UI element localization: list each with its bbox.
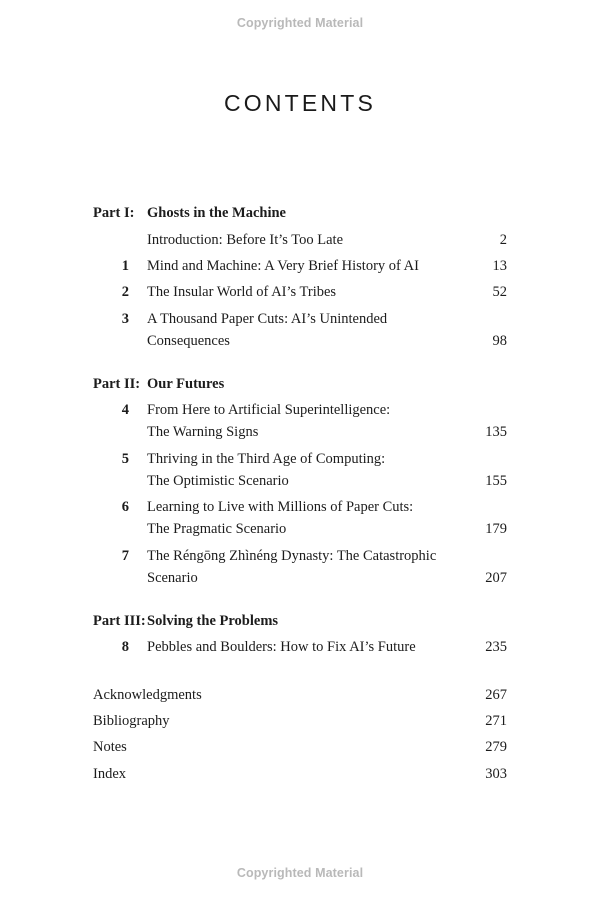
page-number: 179 [485,521,507,537]
chapter-title-line: From Here to Artificial Superintelligence: [147,402,391,418]
part-heading-1[interactable] [93,202,513,224]
chapter-number: 3 [121,311,129,327]
chapter-title [147,281,467,303]
chapter-title [147,399,467,443]
toc-entry-chapter-5[interactable] [93,448,507,492]
page-number: 235 [485,639,507,655]
back-matter-title: Bibliography [93,713,170,729]
part-title: Ghosts in the Machine [147,205,286,221]
chapter-number: 1 [121,258,129,274]
chapter-title-line: Introduction: Before It’s Too Late [147,232,344,248]
chapter-title [147,308,467,352]
page-number: 52 [492,284,507,300]
toc-entry-introduction[interactable] [93,229,507,251]
page-number: 267 [485,687,507,703]
back-matter-title: Notes [93,739,127,755]
page-number: 279 [485,739,507,755]
chapter-title-line: Pebbles and Boulders: How to Fix AI’s Future [147,639,416,655]
chapter-title-line: The Insular World of AI’s Tribes [147,284,337,300]
chapter-title [147,448,467,492]
chapter-title-line: The Warning Signs [147,424,259,440]
page-number: 13 [492,258,507,274]
copyright-watermark-top: Copyrighted Material [236,16,364,30]
page-title: CONTENTS [223,90,377,116]
chapter-title [147,636,467,658]
toc-entry-chapter-6[interactable] [93,496,507,540]
chapter-title-line: The Réngōng Zhìnéng Dynasty: The Catastrophic [147,548,437,564]
chapter-number: 6 [121,499,129,515]
chapter-title-line: A Thousand Paper Cuts: AI’s Unintended [147,311,388,327]
part-heading-3[interactable] [93,610,513,632]
toc-entry-chapter-3[interactable] [93,308,507,352]
toc-entry-index[interactable] [93,763,507,785]
chapter-number: 8 [121,639,129,655]
chapter-number: 7 [121,548,129,564]
toc-entry-notes[interactable] [93,736,507,758]
chapter-title-line: Learning to Live with Millions of Paper Cuts: [147,499,414,515]
chapter-number: 4 [121,402,129,418]
chapter-title-line: Consequences [147,333,230,349]
copyright-watermark-bottom: Copyrighted Material [236,866,364,880]
toc-entry-acknowledgments[interactable] [93,684,507,706]
chapter-title-line: Mind and Machine: A Very Brief History of AI [147,258,419,274]
page-number: 135 [485,424,507,440]
part-label: Part III: [93,613,146,629]
toc-entry-chapter-7[interactable] [93,545,507,589]
chapter-number: 2 [121,284,129,300]
page-number: 2 [499,232,507,248]
part-title: Solving the Problems [147,613,279,629]
page-number: 207 [485,570,507,586]
chapter-title-line: The Optimistic Scenario [147,473,289,489]
chapter-title-line: Thriving in the Third Age of Computing: [147,451,386,467]
page-number: 303 [485,766,507,782]
page-number: 98 [492,333,507,349]
part-title: Our Futures [147,376,225,392]
back-matter-title: Acknowledgments [93,687,202,703]
chapter-title [147,255,467,277]
toc-entry-bibliography[interactable] [93,710,507,732]
part-heading-2[interactable] [93,373,513,395]
part-label: Part I: [93,205,135,221]
toc-entry-chapter-8[interactable] [93,636,507,658]
chapter-title-line: The Pragmatic Scenario [147,521,287,537]
toc-entry-chapter-4[interactable] [93,399,507,443]
chapter-title [147,496,467,540]
chapter-number: 5 [121,451,129,467]
page-number: 271 [485,713,507,729]
page-number: 155 [485,473,507,489]
part-label: Part II: [93,376,141,392]
toc-entry-chapter-2[interactable] [93,281,507,303]
toc-entry-chapter-1[interactable] [93,255,507,277]
chapter-title-line: Scenario [147,570,198,586]
back-matter-title: Index [93,766,127,782]
chapter-title [147,545,467,589]
chapter-title [147,229,467,251]
